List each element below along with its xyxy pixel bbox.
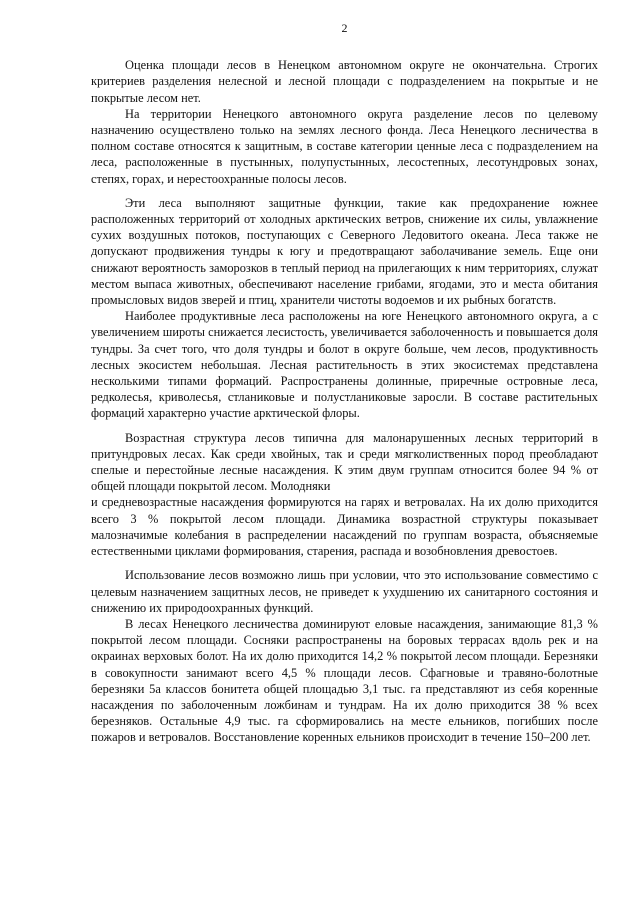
- paragraph-gap: [91, 559, 598, 567]
- paragraph-forest-designation: На территории Ненецкого автономного округа разделение лесов по целевому назначению осуществлено только на землях лесного фонда. Леса Ненецкого лесничества в полном составе относятся к защитным, в составе категории ценные леса с подразделением на леса, расположенные в пустынных, полупустынных, лесостепных, лесотундровых зонах, степях, горах, и нерестоохранные полосы лесов.: [91, 106, 598, 186]
- paragraph-gap: [91, 187, 598, 195]
- paragraph-gap: [91, 422, 598, 430]
- page-number: 2: [341, 21, 348, 35]
- paragraph-species-composition: В лесах Ненецкого лесничества доминируют еловые насаждения, занимающие 81,3 % покрытой лесом площади. Сосняки распространены на боровых террасах вдоль рек и на окраинах верховых болот. На их долю приходится 14,2 % покрытой лесом площади. Березняки в совокупности занимают всего 4,5 % площади лесов. Сфагновые и травяно-болотные березняки 5а классов бонитета общей площадью 3,1 тыс. га представляют из себя коренные насаждения по заболоченным ложбинам и тундрам. На их долю приходится 38 % всех березняков. Остальные 4,9 тыс. га сформировались на месте ельников, погибших после пожаров и ветровалов. Восстановление коренных ельников происходит в течение 150–200 лет.: [91, 616, 598, 745]
- paragraph-age-structure-continued: и средневозрастные насаждения формируются на гарях и ветровалах. На их долю приходится всего 3 % покрытой лесом площади. Динамика возрастной структуры показывает малозначимые колебания в распределении насаждений по группам возраста, объясняемые естественными циклами формирования, старения, распада и возобновления древостоев.: [91, 495, 598, 559]
- paragraph-age-structure: Возрастная структура лесов типична для малонарушенных лесных территорий в притундровых лесах. Как среди хвойных, так и среди мягколиственных пород преобладают спелые и перестойные лесные насаждения. К этим двум группам относится более 94 % от общей площади покрытой лесом. Молодняки: [91, 430, 598, 494]
- paragraph-forest-area-estimate: Оценка площади лесов в Ненецком автономном округе не окончательна. Строгих критериев разделения нелесной и лесной площади с подразделением на покрытые и не покрытые лесом нет.: [91, 58, 598, 105]
- paragraph-productive-forests: Наиболее продуктивные леса расположены на юге Ненецкого автономного округа, а с увеличением широты снижается лесистость, увеличивается заболоченность и повышается доля тундры. За счет того, что доля тундры и болот в округе больше, чем лесов, продуктивность лесных экосистем небольшая. Лесная растительность в этих экосистемах представлена несколькими типами формаций. Распространены долинные, приречные островные леса, редколесья, криволесья, стланиковые и полустланиковые заросли. В составе растительных формаций характерно участие арктической флоры.: [91, 309, 598, 421]
- paragraph-protective-functions: Эти леса выполняют защитные функции, такие как предохранение южнее расположенных территорий от холодных арктических ветров, снижение их силы, увлажнение сухих воздушных потоков, поступающих с Северного Ледовитого океана. Леса также не допускают продвижения тундры к югу и предотвращают заболачивание земель. Еще они снижают вероятность заморозков в теплый период на прилегающих к ним территориях, служат местом выпаса животных, обеспечивают население грибами, ягодами, это и места обитания промысловых видов зверей и птиц, хранители чистоты водоемов и их рыбных богатств.: [91, 195, 598, 308]
- paragraph-forest-use: Использование лесов возможно лишь при условии, что это использование совместимо с целевым назначением защитных лесов, не приведет к ухудшению их санитарного состояния и снижению их природоохранных функций.: [91, 568, 598, 615]
